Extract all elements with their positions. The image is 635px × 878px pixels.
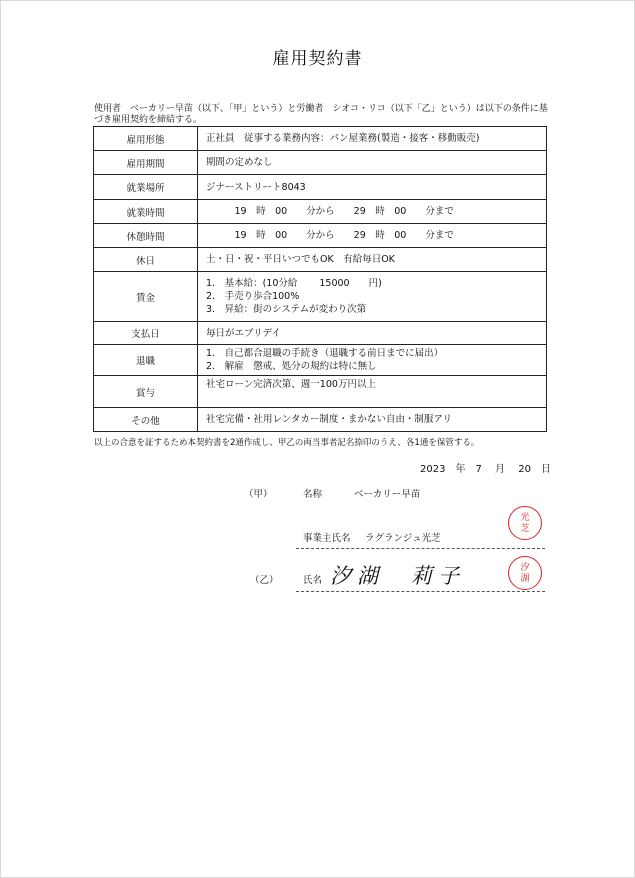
row-label: 賞与	[94, 376, 198, 408]
table-row	[94, 224, 547, 248]
signature-line-b	[296, 591, 545, 592]
row-label: 退職	[94, 345, 198, 376]
row-value-line: 19 時 00 分から 29 時 00 分まで	[206, 206, 454, 217]
row-value	[198, 408, 547, 432]
intro-text: 使用者 ベーカリー早苗（以下、「甲」という）と労働者 シオコ・リコ（以下「乙」という）は以下の条件に基づき雇用契約を締結する。	[94, 104, 548, 125]
table-row	[94, 127, 547, 151]
row-value-line: 土・日・祝・平日いつでもOK 有給毎日OK	[206, 254, 395, 265]
table-row	[94, 408, 547, 432]
party-a-rep-name: ラグランジュ光芝	[365, 533, 441, 544]
party-a-tag: （甲）	[244, 489, 273, 500]
row-value	[198, 200, 547, 224]
svg-text:汐: 汐	[520, 563, 530, 573]
row-label: 休憩時間	[94, 224, 198, 248]
row-value-line: 毎日がエブリデイ	[206, 327, 281, 339]
agreement-note: 以上の合意を証するため本契約書を2通作成し、甲乙の両当事者記名捺印のうえ、各1通を保管する。	[94, 438, 480, 448]
date-month-unit: 月	[495, 464, 506, 475]
row-value-line: 2. 解雇 懲戒、処分の規約は特に無し	[206, 361, 377, 372]
row-value-line: 19 時 00 分から 29 時 00 分まで	[206, 230, 454, 241]
row-label: 就業場所	[94, 175, 198, 200]
table-row	[94, 151, 547, 175]
row-value-line: 1. 自己都合退職の手続き（退職する前日までに届出）	[206, 348, 444, 359]
table-row	[94, 345, 547, 376]
row-value-line: ジナーストリート8043	[206, 181, 306, 193]
row-label: 休日	[94, 248, 198, 272]
table-row	[94, 175, 547, 200]
row-value-line: 正社員 従事する業務内容：パン屋業務(製造・接客・移動販売)	[206, 133, 480, 144]
row-label: 就業時間	[94, 200, 198, 224]
row-value-line: 社宅ローン完済次第、週一100万円以上	[206, 379, 376, 390]
row-value	[198, 151, 547, 175]
row-value	[198, 248, 547, 272]
contract-date	[420, 460, 551, 475]
date-day-unit: 日	[540, 464, 551, 475]
row-value	[198, 322, 547, 345]
table-row	[94, 200, 547, 224]
date-year: 2023	[420, 464, 446, 475]
seal-a-stamp	[508, 506, 542, 540]
svg-text:光: 光	[520, 513, 530, 523]
row-value-line: 期間の定めなし	[206, 157, 273, 168]
document-title: 雇用契約書	[272, 49, 363, 69]
row-value	[198, 345, 547, 376]
party-a-name-label: 名称	[303, 489, 323, 500]
row-value	[198, 127, 547, 151]
party-a-name: ベーカリー早苗	[354, 489, 421, 500]
row-label: 支払日	[94, 322, 198, 345]
seal-b-stamp	[508, 556, 542, 590]
contract-table	[93, 126, 547, 432]
row-value	[198, 376, 547, 408]
row-value-line: 3. 昇給：街のシステムが変わり次第	[206, 304, 367, 315]
date-year-unit: 年	[455, 464, 466, 475]
table-row	[94, 376, 547, 408]
party-b-tag: （乙）	[250, 575, 279, 586]
signature-line-a	[296, 548, 545, 549]
date-day: 20	[518, 464, 531, 475]
table-row	[94, 272, 547, 322]
party-b-name-label: 氏名	[303, 575, 323, 586]
row-value-line: 1. 基本給：(10分給 15000 円)	[206, 278, 382, 289]
row-label: その他	[94, 408, 198, 432]
row-value-line: 社宅完備・社用レンタカー制度・まかない自由・制服アリ	[206, 414, 453, 425]
party-b-handwritten-signature: 汐湖 莉子	[330, 564, 465, 588]
row-value	[198, 175, 547, 200]
row-value	[198, 224, 547, 248]
row-value-line: 2. 手売り歩合100%	[206, 291, 300, 302]
party-a-rep-label: 事業主氏名	[303, 533, 351, 544]
date-month: 7	[475, 464, 482, 475]
svg-text:湖: 湖	[520, 574, 530, 584]
table-row	[94, 322, 547, 345]
row-label: 雇用期間	[94, 151, 198, 175]
row-label: 雇用形態	[94, 127, 198, 151]
svg-text:芝: 芝	[520, 524, 530, 534]
table-row	[94, 248, 547, 272]
row-label: 賃金	[94, 272, 198, 322]
row-value	[198, 272, 547, 322]
